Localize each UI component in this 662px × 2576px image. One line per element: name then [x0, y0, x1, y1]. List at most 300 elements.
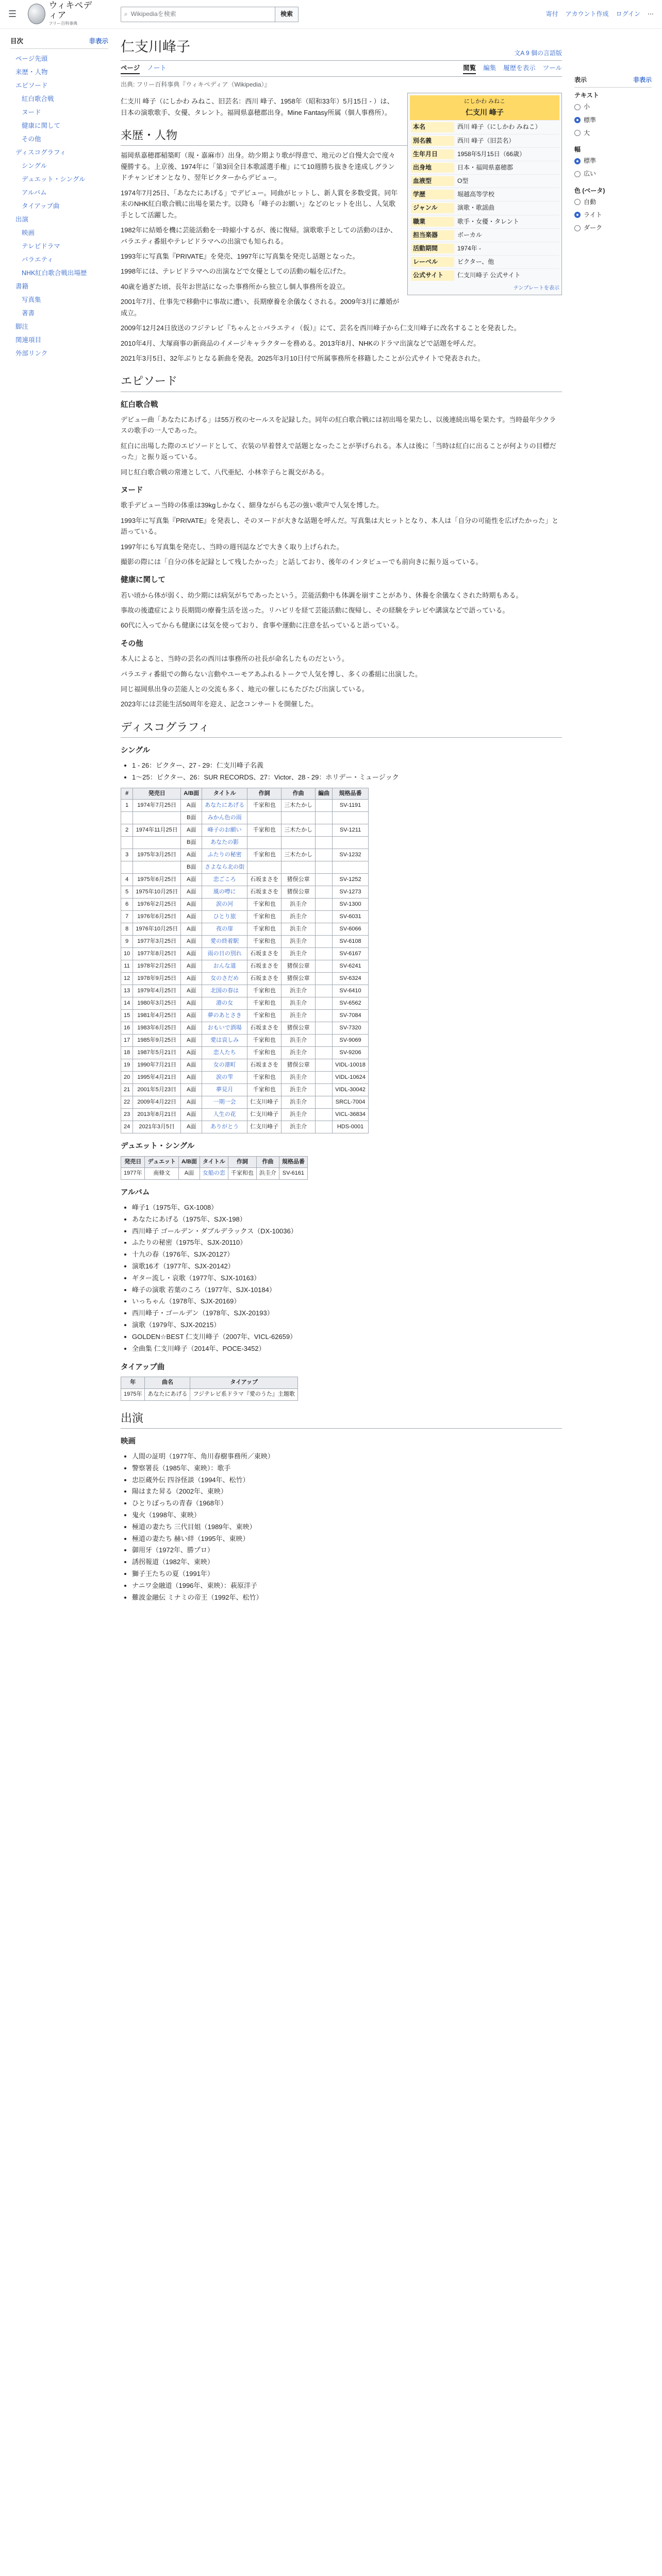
singles-note: • 1〜25：ビクター、26：SUR RECORDS、27：Victor、28 - 29：ホリデー・ミュージック	[132, 772, 562, 784]
table-header: タイトル	[200, 1156, 228, 1168]
infobox-label: 活動期間	[411, 244, 454, 253]
toc-item[interactable]: エピソード	[15, 82, 48, 89]
paragraph: 撮影の際には「自分の体を記録として残したかった」と話しており、後年のインタビューでも前向きに振り返っている。	[121, 557, 483, 566]
table-cell: 1975年	[121, 1389, 145, 1401]
table-cell: 涙の河	[202, 899, 247, 911]
option-row[interactable]	[574, 100, 652, 113]
toc-item[interactable]: 脚注	[15, 323, 29, 330]
main-content	[108, 29, 574, 1607]
table-cell	[333, 812, 369, 824]
search-form	[121, 7, 299, 22]
table-cell: 夜の扉	[202, 923, 247, 936]
table-cell	[316, 800, 333, 812]
table-header: #	[121, 788, 133, 800]
toc-item[interactable]: 健康に関して	[22, 122, 61, 129]
paragraph: 40歳を過ぎた頃、長年お世話になった事務所から独立し個人事務所を設立。	[121, 282, 350, 291]
table-cell	[316, 948, 333, 960]
paragraph: 事故の後遺症により長期間の療養生活を送った。リハビリを経て芸能活動に復帰し、その経験をテレビや講演などで語っている。	[121, 606, 509, 614]
infobox-value: 西川 峰子（にしかわ みねこ）	[457, 123, 541, 131]
infobox-label: 生年月日	[411, 149, 454, 159]
toc-item[interactable]: 映画	[22, 229, 35, 236]
from-line: 出典: フリー百科事典『ウィキペディア（Wikipedia）』	[121, 81, 271, 89]
section-tieup: タイアップ曲	[121, 1363, 165, 1372]
table-cell: SRCL-7004	[333, 1096, 369, 1109]
toc-item[interactable]: 関連項目	[15, 336, 42, 344]
table-row	[121, 824, 369, 837]
table-cell: あなたにあげる	[202, 800, 247, 812]
paragraph: 1997年にも写真集を発売し、当時の週刊誌などで大きく取り上げられた。	[121, 543, 343, 551]
table-cell: SV-9069	[333, 1035, 369, 1047]
tab-history[interactable]: 履歴を表示	[503, 64, 536, 72]
option-row[interactable]	[574, 167, 652, 180]
table-header: 作曲	[282, 788, 316, 800]
table-row	[121, 997, 369, 1010]
table-cell: 愛は哀しみ	[202, 1035, 247, 1047]
table-cell	[316, 923, 333, 936]
table-row	[121, 1035, 369, 1047]
wikipedia-logo[interactable]	[28, 1, 100, 27]
table-cell: 浜圭介	[282, 997, 316, 1010]
list-item: • 鬼火（1998年、東映）	[132, 1510, 562, 1521]
table-cell: SV-6066	[333, 923, 369, 936]
toc-item[interactable]: 出演	[15, 216, 29, 223]
tab-tools[interactable]: ツール	[542, 64, 562, 72]
table-cell	[121, 812, 133, 824]
infobox-name: 仁支川 峰子	[466, 108, 504, 116]
table-row	[121, 1168, 308, 1180]
infobox-label: 出身地	[411, 163, 454, 173]
radio-icon[interactable]	[574, 212, 581, 218]
table-cell: 浜圭介	[282, 1084, 316, 1096]
table-cell: フジテレビ系ドラマ『愛のうた』主題歌	[190, 1389, 297, 1401]
table-row	[121, 1047, 369, 1059]
list-item: • 難波金融伝 ミナミの帝王（1992年、松竹）	[132, 1592, 562, 1604]
table-cell: SV-9206	[333, 1047, 369, 1059]
table-cell: 石坂まさを	[247, 1022, 282, 1035]
toc-item[interactable]: 書籍	[15, 283, 29, 290]
appearance-hide-button[interactable]: 非表示	[633, 76, 652, 83]
paragraph: 紅白に出場した際のエピソードとして、衣装の早着替えで話題となったことが挙げられる。本人は後に「当時は紅白に出ることが何よりの目標だった」と振り返っている。	[121, 442, 556, 461]
option-label: ライト	[584, 211, 602, 218]
intro-paragraph: 仁支川 峰子（にしかわ みねこ、旧芸名：西川 峰子、1958年（昭和33年）5月15日 - ）は、日本の演歌歌手、女優、タレント。福岡県嘉穂郡出身。Mine Fantasy所属（個人事務所）。	[121, 97, 394, 116]
section-singles: シングル	[121, 747, 150, 755]
table-cell: 猪俣公章	[282, 886, 316, 899]
table-cell: 石坂まさを	[247, 960, 282, 973]
option-row[interactable]	[574, 114, 652, 127]
table-row	[121, 960, 369, 973]
radio-icon[interactable]	[574, 104, 581, 110]
list-item: • 警察署長（1985年、東映）：歌手	[132, 1463, 562, 1475]
table-cell: ありがとう	[202, 1121, 247, 1133]
table-cell	[316, 1035, 333, 1047]
table-cell: 千家和也	[247, 849, 282, 861]
table-cell: 千家和也	[247, 985, 282, 997]
list-item: • 獅子王たちの夏（1991年）	[132, 1568, 562, 1580]
table-cell: VIDL-10018	[333, 1059, 369, 1072]
paragraph: 2021年3月5日、32年ぶりとなる新曲を発表。2025年3月10日付で所属事務所を移籍したことが公式サイトで発表された。	[121, 354, 485, 362]
table-cell: 石坂まさを	[247, 874, 282, 886]
table-cell	[316, 849, 333, 861]
table-row	[121, 1096, 369, 1109]
table-cell: 涙の雫	[202, 1072, 247, 1084]
table-cell: 千家和也	[247, 1084, 282, 1096]
table-cell	[133, 861, 181, 874]
paragraph: 1993年に写真集『PRIVATE』を発表し、そのヌードが大きな話題を呼んだ。写真集は大ヒットとなり、本人は「自分の可能性を広げたかった」と語っている。	[121, 516, 559, 536]
table-cell: 1975年6月25日	[133, 874, 181, 886]
section-health: 健康に関して	[121, 576, 166, 585]
infobox-row	[410, 255, 559, 268]
table-row	[121, 1059, 369, 1072]
infobox-value: 仁支川峰子 公式サイト	[457, 272, 521, 279]
infobox-value: 演歌・歌謡曲	[457, 204, 495, 212]
table-cell	[316, 1010, 333, 1022]
infobox-row	[410, 201, 559, 214]
toc-hide-button[interactable]: 非表示	[89, 38, 108, 45]
toc-item[interactable]: タイアップ曲	[22, 202, 60, 210]
option-row[interactable]	[574, 155, 652, 167]
table-cell	[316, 911, 333, 923]
infobox-row	[410, 228, 559, 242]
toc-item[interactable]: バラエティ	[22, 256, 54, 263]
table-cell: 浜圭介	[282, 1121, 316, 1133]
table-cell: 23	[121, 1109, 133, 1121]
section-discography: ディスコグラフィ	[121, 718, 562, 738]
text-size-label: テキスト	[574, 92, 599, 99]
table-header: 発売日	[121, 1156, 145, 1168]
table-cell: 浜圭介	[282, 1072, 316, 1084]
table-cell: A面	[181, 973, 202, 985]
tieup-table	[121, 1377, 298, 1400]
table-cell: 猪俣公章	[282, 1022, 316, 1035]
table-cell: ふたりの秘密	[202, 849, 247, 861]
table-cell: 1990年7月21日	[133, 1059, 181, 1072]
list-item: • 全曲集 仁支川峰子（2014年、POCE-3452）	[132, 1343, 562, 1355]
table-cell	[316, 985, 333, 997]
toc-header	[10, 36, 108, 49]
table-cell	[316, 874, 333, 886]
table-cell: 浜圭介	[282, 1047, 316, 1059]
other-paragraphs	[121, 653, 562, 710]
logo-title: ウィキペディア	[48, 1, 92, 21]
section-albums: アルバム	[121, 1188, 150, 1197]
paragraph: 1993年に写真集『PRIVATE』を発売、1997年に写真集を発売し話題となった。	[121, 252, 359, 260]
table-cell: 6	[121, 899, 133, 911]
search-placeholder: Wikipediaを検索	[130, 10, 176, 18]
toc-item[interactable]: 紅白歌合戦	[22, 95, 54, 103]
table-cell	[316, 1047, 333, 1059]
radio-icon[interactable]	[574, 171, 581, 177]
paragraph: バラエティ番組での飾らない言動やユーモアあふれるトークで人気を博し、多くの番組に出演した。	[121, 670, 422, 678]
infobox-value: 日本・福岡県嘉穂郡	[457, 163, 514, 171]
table-row	[121, 837, 369, 849]
list-item: • 峰子1（1975年、GX-1008）	[132, 1202, 562, 1214]
table-cell: 千家和也	[228, 1168, 256, 1180]
toc-item[interactable]: ページ先頭	[15, 55, 48, 62]
table-header: 編曲	[316, 788, 333, 800]
infobox-kana: にしかわ みねこ	[464, 98, 506, 105]
nude-paragraphs	[121, 500, 562, 567]
user-links	[546, 9, 654, 19]
table-cell: おんな道	[202, 960, 247, 973]
paragraph: 2009年12月24日放送のフジテレビ『ちゃんと☆バラエティ（仮）』にて、芸名を西川峰子から仁支川峰子に改名することを発表した。	[121, 324, 521, 332]
table-header: タイトル	[202, 788, 247, 800]
table-cell: A面	[181, 1072, 202, 1084]
section-kohaku: 紅白歌合戦	[121, 400, 158, 409]
infobox-value: 西川 峰子（旧芸名）	[457, 137, 515, 144]
page-title: 仁支川峰子	[121, 39, 190, 55]
option-label: ダーク	[584, 224, 603, 232]
table-cell: 浜圭介	[282, 1096, 316, 1109]
infobox-label: 別名義	[411, 136, 454, 146]
infobox-value: 1974年 -	[457, 245, 482, 252]
table-cell	[133, 837, 181, 849]
singles-table	[121, 788, 369, 1134]
table-cell: 仁支川峰子	[247, 1109, 282, 1121]
table-cell: 7	[121, 911, 133, 923]
table-cell	[121, 837, 133, 849]
radio-icon[interactable]	[574, 158, 581, 164]
table-cell: 9	[121, 936, 133, 948]
color-label: 色 (ベータ)	[574, 187, 605, 194]
infobox-template-link[interactable]: テンプレートを表示	[513, 285, 559, 291]
table-cell: 1995年4月21日	[133, 1072, 181, 1084]
table-cell: SV-7320	[333, 1022, 369, 1035]
table-cell: 1979年4月25日	[133, 985, 181, 997]
create-account-link[interactable]: アカウント作成	[565, 10, 609, 18]
table-row	[121, 1010, 369, 1022]
table-cell: 1985年9月25日	[133, 1035, 181, 1047]
table-cell: 1976年10月25日	[133, 923, 181, 936]
toc-item[interactable]: デュエット・シングル	[22, 176, 86, 183]
toc-item[interactable]: ヌード	[22, 109, 41, 116]
table-cell	[247, 812, 282, 824]
radio-icon[interactable]	[574, 199, 581, 205]
table-header: デュエット	[145, 1156, 178, 1168]
list-item: • ギター流し・哀歌（1977年、SJX-10163）	[132, 1273, 562, 1284]
paragraph: 1982年に結婚を機に芸能活動を一時縮小するが、後に復帰。演歌歌手としての活動のほか、バラエティ番組やテレビドラマへの出演でも知られる。	[121, 226, 397, 245]
table-cell: 3	[121, 849, 133, 861]
option-row[interactable]	[574, 222, 652, 234]
table-cell: 浜圭介	[282, 1035, 316, 1047]
donate-link[interactable]: 寄付	[545, 10, 558, 18]
toc-item[interactable]: 外部リンク	[15, 350, 48, 357]
table-cell: 1977年3月25日	[133, 936, 181, 948]
infobox-row	[410, 120, 559, 133]
singles-note: • 1 - 26：ビクター、27 - 29：仁支川峰子名義	[132, 760, 562, 772]
search-icon: ⌕	[124, 10, 128, 18]
table-cell: 恋ごころ	[202, 874, 247, 886]
list-item: • 演歌16才（1977年、SJX-20142）	[132, 1261, 562, 1273]
table-cell: SV-1252	[333, 874, 369, 886]
radio-icon[interactable]	[574, 117, 581, 123]
table-cell: 千家和也	[247, 1047, 282, 1059]
infobox-label: 血液型	[411, 176, 454, 186]
table-cell: 18	[121, 1047, 133, 1059]
toc-title: 目次	[10, 38, 24, 45]
list-item: • あなたにあげる（1975年、SJX-198）	[132, 1214, 562, 1226]
table-cell: 港の女	[202, 997, 247, 1010]
table-cell: B面	[181, 837, 202, 849]
radio-icon[interactable]	[574, 130, 581, 136]
toc-item[interactable]: 著書	[22, 310, 35, 317]
table-cell	[316, 812, 333, 824]
infobox-label: 公式サイト	[411, 270, 454, 280]
more-options-icon[interactable]: ⋯	[648, 10, 654, 18]
toc-item[interactable]: シングル	[22, 162, 47, 170]
table-cell: 浜圭介	[282, 899, 316, 911]
table-cell: おもいで酒場	[202, 1022, 247, 1035]
table-cell	[316, 861, 333, 874]
table-cell: 夢見月	[202, 1084, 247, 1096]
infobox-header	[410, 95, 559, 120]
toc-item[interactable]: アルバム	[22, 189, 47, 196]
table-cell: SV-1300	[333, 899, 369, 911]
film-list	[132, 1451, 562, 1603]
table-header: 作曲	[256, 1156, 279, 1168]
search-input[interactable]	[121, 7, 275, 22]
table-cell: SV-6324	[333, 973, 369, 985]
toc-item[interactable]: その他	[22, 135, 41, 143]
table-cell: 仁支川峰子	[247, 1096, 282, 1109]
table-cell: 風の噂に	[202, 886, 247, 899]
option-row[interactable]	[574, 196, 652, 209]
table-cell: 16	[121, 1022, 133, 1035]
table-cell	[247, 837, 282, 849]
infobox-label: 学歴	[411, 190, 454, 199]
table-cell: A面	[181, 923, 202, 936]
infobox-row	[410, 188, 559, 201]
menu-icon[interactable]: ☰	[8, 9, 17, 20]
table-row	[121, 1084, 369, 1096]
list-item: • 忠臣蔵外伝 四谷怪談（1994年、松竹）	[132, 1475, 562, 1486]
page-tabs	[121, 61, 562, 77]
login-link[interactable]: ログイン	[616, 10, 640, 18]
option-row[interactable]	[574, 127, 652, 140]
toc-item[interactable]: テレビドラマ	[22, 243, 60, 250]
table-cell: B面	[181, 861, 202, 874]
table-cell	[333, 837, 369, 849]
table-cell: A面	[181, 997, 202, 1010]
table-cell: A面	[181, 849, 202, 861]
table-cell: A面	[181, 936, 202, 948]
table-row	[121, 812, 369, 824]
table-cell: SV-6161	[279, 1168, 307, 1180]
search-button[interactable]: 検索	[275, 7, 299, 22]
translate-icon: 文A	[514, 49, 526, 57]
album-list	[132, 1202, 562, 1354]
tab-page[interactable]: ページ	[121, 63, 140, 74]
infobox-label: ジャンル	[411, 203, 454, 213]
table-cell: 14	[121, 997, 133, 1010]
infobox-label: 担当楽器	[411, 230, 454, 240]
table-cell: 1977年8月25日	[133, 948, 181, 960]
table-cell	[282, 861, 316, 874]
table-cell: 猪俣公章	[282, 874, 316, 886]
table-cell: A面	[181, 960, 202, 973]
table-row	[121, 886, 369, 899]
table-cell	[316, 837, 333, 849]
table-cell: 2	[121, 824, 133, 837]
table-header: 作詞	[247, 788, 282, 800]
table-cell: SV-1191	[333, 800, 369, 812]
paragraph: 同じ紅白歌合戦の常連として、八代亜紀、小林幸子らと親交がある。	[121, 468, 328, 476]
table-cell	[316, 936, 333, 948]
table-cell: みかん色の雨	[202, 812, 247, 824]
table-cell: 17	[121, 1035, 133, 1047]
table-cell: 千家和也	[247, 1072, 282, 1084]
table-cell: 2021年3月5日	[133, 1121, 181, 1133]
kohaku-paragraphs	[121, 414, 562, 478]
toc-item[interactable]: ディスコグラフィ	[15, 149, 67, 156]
table-cell: 仁支川峰子	[247, 1121, 282, 1133]
table-cell: 11	[121, 960, 133, 973]
infobox	[407, 93, 562, 295]
option-label: 標準	[584, 116, 597, 124]
table-row	[121, 948, 369, 960]
table-cell: A面	[181, 800, 202, 812]
table-cell: 1978年2月25日	[133, 960, 181, 973]
table-cell	[316, 1121, 333, 1133]
language-button[interactable]	[514, 48, 562, 58]
infobox-row	[410, 174, 559, 188]
list-item: • 西川峰子 ゴールデン・ダブルデラックス（DX-10036）	[132, 1226, 562, 1238]
toc-item[interactable]: NHK紅白歌合戦出場歴	[22, 269, 87, 277]
radio-icon[interactable]	[574, 225, 581, 231]
table-cell: 千家和也	[247, 1010, 282, 1022]
table-row	[121, 1121, 369, 1133]
list-item: • 演歌（1979年、SJX-20215）	[132, 1319, 562, 1331]
appearance-header	[574, 75, 652, 88]
table-cell: 千家和也	[247, 800, 282, 812]
list-item: • 極道の妻たち 三代目姐（1989年、東映）	[132, 1521, 562, 1533]
option-label: 標準	[584, 157, 597, 165]
table-cell: 石坂まさを	[247, 1059, 282, 1072]
table-cell: 千家和也	[247, 899, 282, 911]
table-cell: 20	[121, 1072, 133, 1084]
list-item: • いっちゃん（1978年、SJX-20169）	[132, 1296, 562, 1308]
table-cell: SV-6108	[333, 936, 369, 948]
table-cell: A面	[178, 1168, 200, 1180]
table-cell: SV-1232	[333, 849, 369, 861]
tab-edit[interactable]: 編集	[483, 64, 496, 72]
toc-item[interactable]: 写真集	[22, 296, 41, 303]
table-header: 規格品番	[333, 788, 369, 800]
table-cell: 浜圭介	[282, 985, 316, 997]
option-row[interactable]	[574, 209, 652, 222]
table-cell: 24	[121, 1121, 133, 1133]
table-cell: 石坂まさを	[247, 973, 282, 985]
table-cell: 三木たかし	[282, 849, 316, 861]
table-cell: SV-7084	[333, 1010, 369, 1022]
duet-table	[121, 1156, 308, 1180]
tab-talk[interactable]: ノート	[147, 64, 167, 72]
table-row	[121, 874, 369, 886]
toc-item[interactable]: 来歴・人物	[15, 69, 48, 76]
table-cell: 1976年6月25日	[133, 911, 181, 923]
table-cell: 浜圭介	[282, 911, 316, 923]
table-cell: SV-6241	[333, 960, 369, 973]
table-cell: VIDL-30042	[333, 1084, 369, 1096]
table-cell: 1977年	[121, 1168, 145, 1180]
table-row	[121, 973, 369, 985]
table-cell: A面	[181, 1084, 202, 1096]
table-cell: 南條文	[145, 1168, 178, 1180]
table-cell: 1	[121, 800, 133, 812]
section-bio: 来歴・人物	[121, 126, 562, 146]
infobox-row	[410, 161, 559, 174]
paragraph: 2001年7月、仕事先で移動中に事故に遭い、長期療養を余儀なくされる。2009年3月に離婚が成立。	[121, 298, 400, 317]
tab-read[interactable]: 閲覧	[463, 63, 476, 74]
